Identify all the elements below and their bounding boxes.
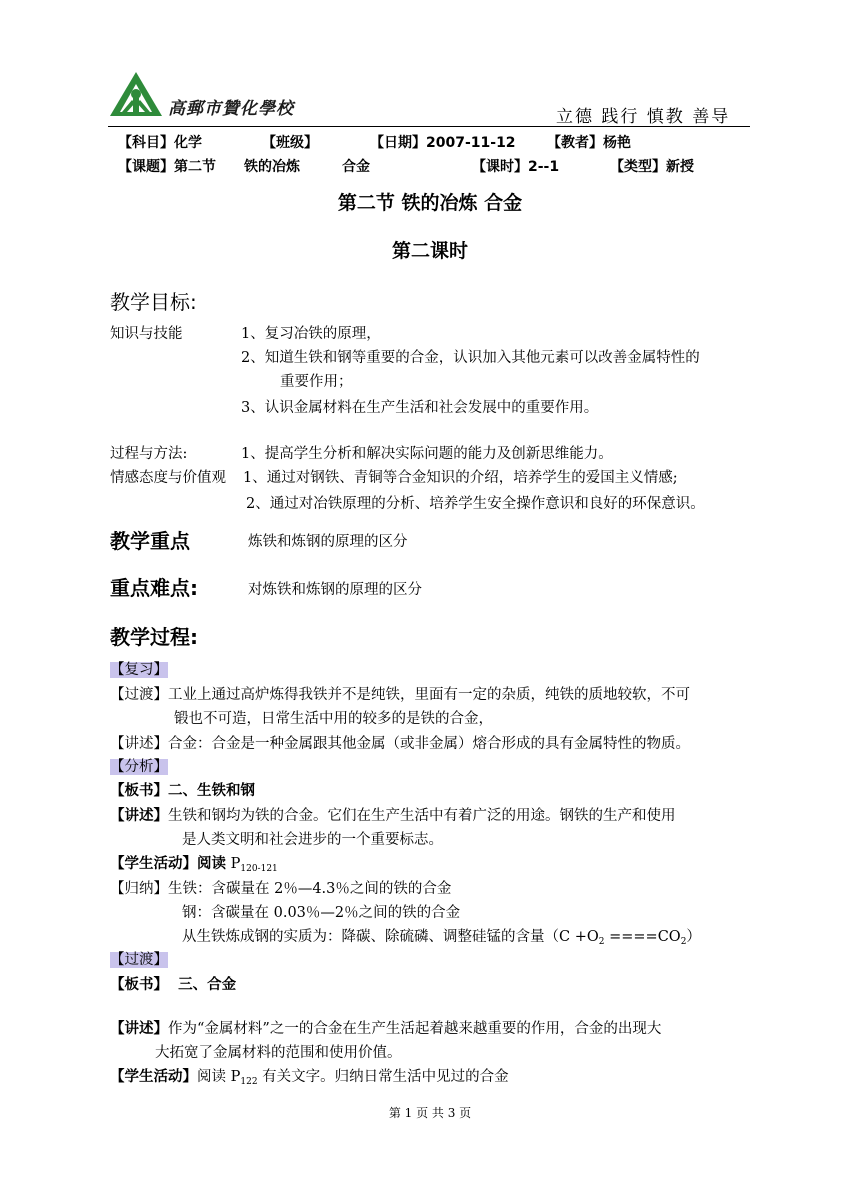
- explain3-line: [110, 1017, 661, 1038]
- page-title: 第二节 铁的冶炼 合金: [337, 192, 523, 214]
- page-subtitle: 第二课时: [391, 240, 468, 262]
- key-point-heading: 教学重点: [110, 529, 190, 553]
- transition1-cont: 锻也不可造，日常生活中用的较多的是铁的合金，: [174, 711, 493, 727]
- objective-e1: 1、通过对钢铁、青铜等合金知识的介绍，培养学生的爱国主义情感;: [243, 470, 678, 486]
- summary-tag: 【归纳】: [110, 881, 168, 897]
- activity2-tag: 【学生活动】: [110, 1069, 197, 1085]
- page-footer: 第 1 页 共 3 页: [388, 1106, 472, 1120]
- objective-k1: 1、复习冶铁的原理，: [241, 326, 381, 342]
- school-motto: 立德 践行 慎教 善导: [556, 107, 731, 127]
- explain2-line: [110, 804, 676, 825]
- transition1-text: 工业上通过高炉炼得我铁并不是纯铁，里面有一定的杂质，纯铁的质地较软，不可: [168, 687, 690, 703]
- school-logo-icon: [108, 70, 164, 118]
- objective-p1: 1、提高学生分析和解决实际问题的能力及创新思维能力。: [241, 446, 613, 462]
- process-label: 过程与方法:: [110, 446, 188, 462]
- meta-teacher: 【教者】杨艳: [547, 135, 631, 151]
- key-point-text: 炼铁和炼钢的原理的区分: [248, 534, 408, 550]
- activity1-line: 【学生活动】阅读 $P_{120-121}$: [110, 856, 278, 874]
- knowledge-label: 知识与技能: [110, 326, 183, 342]
- meta-type: 【类型】新授: [610, 159, 694, 175]
- explain3-cont: 大拓宽了金属材料的范围和使用价值。: [155, 1045, 402, 1061]
- objective-k3: 3、认识金属材料在生产生活和社会发展中的重要作用。: [241, 400, 599, 416]
- board2-tag: 【板书】: [110, 977, 168, 993]
- board2-line: [110, 973, 236, 994]
- meta-date: 【日期】2007-11-12: [370, 135, 516, 151]
- emotion-label: 情感态度与价值观: [110, 470, 226, 486]
- activity2-line: 【学生活动】阅读 $P_{122}$ 有关文字。归纳日常生活中见过的合金: [110, 1069, 509, 1087]
- objectives-heading: 教学目标:: [110, 290, 197, 314]
- objective-e2: 2、通过对冶铁原理的分析、培养学生安全操作意识和良好的环保意识。: [246, 496, 705, 512]
- transition1-line: [110, 683, 690, 704]
- meta-class: 【班级】: [262, 135, 318, 151]
- summary-line: [110, 877, 451, 898]
- difficulty-heading: 重点难点:: [110, 576, 198, 600]
- transition1-tag: 【过渡】: [110, 687, 168, 703]
- summary-2: 钢：含碳量在 0.03％—2％之间的铁的合金: [182, 905, 461, 921]
- meta-topic: 【课题】第二节 铁的冶炼 合金: [118, 159, 370, 175]
- explain2-cont: 是人类文明和社会进步的一个重要标志。: [182, 832, 443, 848]
- explain1-line: [110, 732, 690, 753]
- explain2-tag: 【讲述】: [110, 808, 168, 824]
- meta-period: 【课时】2--1: [472, 159, 560, 175]
- objective-k2-cont: 重要作用；: [280, 374, 353, 390]
- transition2-tag: 【过渡】: [110, 952, 168, 968]
- logo-text: 高郵市贊化學校: [168, 99, 294, 119]
- difficulty-text: 对炼铁和炼钢的原理的区分: [248, 582, 422, 598]
- meta-subject: 【科目】化学: [118, 135, 202, 151]
- explain1-text: 合金：合金是一种金属跟其他金属（或非金属）熔合形成的具有金属特性的物质。: [168, 736, 690, 752]
- header-divider: [108, 126, 750, 127]
- explain3-tag: 【讲述】: [110, 1021, 168, 1037]
- board1: 【板书】二、生铁和钢: [110, 783, 255, 799]
- board2-text: 三、合金: [178, 977, 237, 993]
- analysis-tag: 【分析】: [110, 759, 168, 775]
- explain1-tag: 【讲述】: [110, 736, 168, 752]
- summary-1: 生铁：含碳量在 2％—4.3％之间的铁的合金: [168, 881, 452, 897]
- objective-k2: 2、知道生铁和钢等重要的合金，认识加入其他元素可以改善金属特性的: [241, 350, 700, 366]
- activity1-tag: 【学生活动】阅读: [110, 856, 226, 872]
- explain2-text: 生铁和钢均为铁的合金。它们在生产生活中有着广泛的用途。钢铁的生产和使用: [168, 808, 676, 824]
- summary-3: 从生铁炼成钢的实质为：降碳、除硫磷、调整硅锰的含量$(C +O_2 ====CO_2)$: [182, 929, 701, 947]
- process-heading: 教学过程:: [110, 625, 198, 649]
- review-tag: 【复习】: [110, 662, 168, 678]
- explain3-text: 作为“金属材料”之一的合金在生产生活起着越来越重要的作用，合金的出现大: [168, 1021, 662, 1037]
